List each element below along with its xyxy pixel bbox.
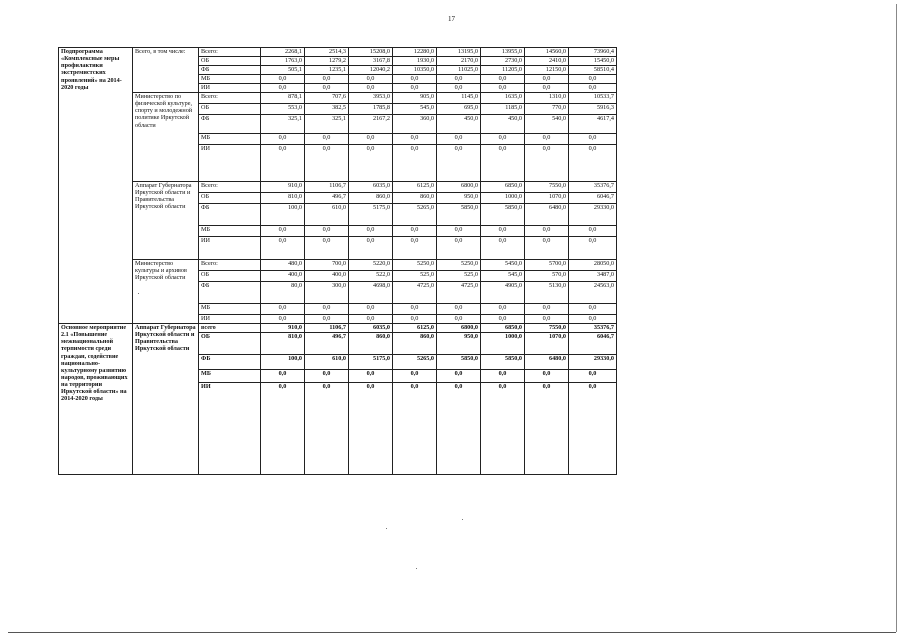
- amount-cell: 1635,0: [481, 93, 525, 104]
- amount-cell: 0,0: [349, 226, 393, 237]
- amount-cell: 610,0: [305, 355, 349, 370]
- amount-cell: 950,0: [437, 193, 481, 204]
- funding-source-cell: Всего:: [199, 260, 261, 271]
- amount-cell: 0,0: [305, 304, 349, 315]
- amount-cell: 1070,0: [525, 193, 569, 204]
- amount-cell: 73960,4: [569, 48, 617, 57]
- amount-cell: 1279,2: [305, 57, 349, 66]
- scan-speck: [462, 519, 463, 520]
- amount-cell: 5175,0: [349, 355, 393, 370]
- amount-cell: 100,0: [261, 204, 305, 226]
- amount-cell: 496,7: [305, 193, 349, 204]
- amount-cell: 35376,7: [569, 182, 617, 193]
- funding-source-cell: всего: [199, 324, 261, 333]
- amount-cell: 0,0: [481, 315, 525, 324]
- amount-cell: 24563,0: [569, 282, 617, 304]
- funding-source-cell: ОБ: [199, 104, 261, 115]
- amount-cell: 80,0: [261, 282, 305, 304]
- table-row: [59, 182, 617, 193]
- amount-cell: 700,0: [305, 260, 349, 271]
- program-name-cell: Подпрограмма «Комплексные меры профилактики экстремистских проявлений» на 2014-2020 годы: [59, 48, 133, 324]
- funding-source-cell: МБ: [199, 75, 261, 84]
- amount-cell: 0,0: [481, 370, 525, 383]
- amount-cell: 610,0: [305, 204, 349, 226]
- amount-cell: 0,0: [569, 226, 617, 237]
- amount-cell: 5700,0: [525, 260, 569, 271]
- amount-cell: 0,0: [437, 226, 481, 237]
- amount-cell: 0,0: [305, 134, 349, 145]
- amount-cell: 4617,4: [569, 115, 617, 134]
- amount-cell: 0,0: [481, 75, 525, 84]
- amount-cell: 2730,0: [481, 57, 525, 66]
- amount-cell: 4725,0: [437, 282, 481, 304]
- amount-cell: 11025,0: [437, 66, 481, 75]
- amount-cell: 1106,7: [305, 182, 349, 193]
- funding-source-cell: ИИ: [199, 383, 261, 475]
- funding-source-cell: ФБ: [199, 115, 261, 134]
- amount-cell: 0,0: [349, 145, 393, 182]
- executor-cell: Аппарат Губернатора Иркутской области и Правительства Иркутской области: [133, 324, 199, 475]
- amount-cell: 0,0: [393, 304, 437, 315]
- amount-cell: 6035,0: [349, 324, 393, 333]
- program-name-cell: Основное мероприятие 2.1 «Повышение межнациональной терпимости среди граждан, содействие национально-культурному развитию народов, проживающих на территории Иркутской области» на 2014-2020 годы: [59, 324, 133, 475]
- funding-source-cell: ИИ: [199, 84, 261, 93]
- amount-cell: 15450,0: [569, 57, 617, 66]
- funding-source-cell: ИИ: [199, 315, 261, 324]
- amount-cell: 0,0: [437, 315, 481, 324]
- amount-cell: 0,0: [261, 75, 305, 84]
- executor-cell: Всего, в том числе:: [133, 48, 199, 93]
- amount-cell: 4905,0: [481, 282, 525, 304]
- amount-cell: 570,0: [525, 271, 569, 282]
- amount-cell: 15208,0: [349, 48, 393, 57]
- funding-source-cell: ФБ: [199, 355, 261, 370]
- amount-cell: 2170,0: [437, 57, 481, 66]
- amount-cell: 0,0: [525, 304, 569, 315]
- amount-cell: 905,0: [393, 93, 437, 104]
- amount-cell: 1106,7: [305, 324, 349, 333]
- amount-cell: 1185,0: [481, 104, 525, 115]
- scan-speck: [416, 568, 417, 569]
- amount-cell: 0,0: [569, 237, 617, 260]
- amount-cell: 0,0: [525, 145, 569, 182]
- amount-cell: 0,0: [525, 237, 569, 260]
- funding-source-cell: МБ: [199, 304, 261, 315]
- amount-cell: 13955,0: [481, 48, 525, 57]
- amount-cell: 0,0: [481, 145, 525, 182]
- amount-cell: 0,0: [349, 383, 393, 475]
- amount-cell: 325,1: [261, 115, 305, 134]
- amount-cell: 13195,0: [437, 48, 481, 57]
- amount-cell: 11205,0: [481, 66, 525, 75]
- amount-cell: 0,0: [261, 370, 305, 383]
- amount-cell: 0,0: [393, 315, 437, 324]
- amount-cell: 770,0: [525, 104, 569, 115]
- amount-cell: 5450,0: [481, 260, 525, 271]
- amount-cell: 12150,0: [525, 66, 569, 75]
- table-row: [59, 324, 617, 333]
- amount-cell: 0,0: [349, 237, 393, 260]
- amount-cell: 6125,0: [393, 324, 437, 333]
- executor-cell: Аппарат Губернатора Иркутской области и Правительства Иркутской области: [133, 182, 199, 260]
- amount-cell: 525,0: [393, 271, 437, 282]
- amount-cell: 0,0: [569, 315, 617, 324]
- amount-cell: 0,0: [305, 370, 349, 383]
- amount-cell: 0,0: [305, 226, 349, 237]
- amount-cell: 1000,0: [481, 333, 525, 355]
- executor-cell: Министерство культуры и архивов Иркутской области: [133, 260, 199, 324]
- amount-cell: 0,0: [525, 134, 569, 145]
- funding-source-cell: ИИ: [199, 237, 261, 260]
- amount-cell: 0,0: [393, 134, 437, 145]
- amount-cell: 12280,0: [393, 48, 437, 57]
- amount-cell: 0,0: [481, 134, 525, 145]
- amount-cell: 400,0: [261, 271, 305, 282]
- amount-cell: 0,0: [261, 226, 305, 237]
- table-row: [59, 260, 617, 271]
- amount-cell: 0,0: [261, 237, 305, 260]
- amount-cell: 0,0: [569, 75, 617, 84]
- amount-cell: 400,0: [305, 271, 349, 282]
- amount-cell: 810,0: [261, 193, 305, 204]
- amount-cell: 7550,0: [525, 182, 569, 193]
- amount-cell: 0,0: [261, 134, 305, 145]
- amount-cell: 6800,0: [437, 182, 481, 193]
- scan-speck: [138, 293, 139, 294]
- amount-cell: 0,0: [437, 304, 481, 315]
- funding-source-cell: МБ: [199, 134, 261, 145]
- amount-cell: 910,0: [261, 324, 305, 333]
- amount-cell: 950,0: [437, 333, 481, 355]
- amount-cell: 58510,4: [569, 66, 617, 75]
- amount-cell: 5265,0: [393, 355, 437, 370]
- amount-cell: 12040,2: [349, 66, 393, 75]
- amount-cell: 450,0: [437, 115, 481, 134]
- amount-cell: 860,0: [349, 333, 393, 355]
- amount-cell: 5850,0: [481, 204, 525, 226]
- amount-cell: 0,0: [305, 237, 349, 260]
- amount-cell: 540,0: [525, 115, 569, 134]
- funding-source-cell: Всего:: [199, 182, 261, 193]
- amount-cell: 545,0: [393, 104, 437, 115]
- amount-cell: 0,0: [437, 383, 481, 475]
- amount-cell: 0,0: [349, 315, 393, 324]
- amount-cell: 6035,0: [349, 182, 393, 193]
- funding-source-cell: ФБ: [199, 204, 261, 226]
- funding-source-cell: ФБ: [199, 282, 261, 304]
- amount-cell: 0,0: [569, 134, 617, 145]
- amount-cell: 0,0: [525, 383, 569, 475]
- executor-cell: Министерство по физической культуре, спорту и молодежной политике Иркутской области: [133, 93, 199, 182]
- amount-cell: 545,0: [481, 271, 525, 282]
- amount-cell: 0,0: [481, 84, 525, 93]
- amount-cell: 28050,0: [569, 260, 617, 271]
- scan-speck: [386, 528, 387, 529]
- amount-cell: 860,0: [393, 333, 437, 355]
- funding-source-cell: ОБ: [199, 193, 261, 204]
- amount-cell: 100,0: [261, 355, 305, 370]
- amount-cell: 0,0: [261, 304, 305, 315]
- amount-cell: 382,5: [305, 104, 349, 115]
- amount-cell: 0,0: [305, 145, 349, 182]
- amount-cell: 553,0: [261, 104, 305, 115]
- amount-cell: 1000,0: [481, 193, 525, 204]
- amount-cell: 0,0: [525, 84, 569, 93]
- amount-cell: 910,0: [261, 182, 305, 193]
- amount-cell: 695,0: [437, 104, 481, 115]
- amount-cell: 3487,0: [569, 271, 617, 282]
- amount-cell: 0,0: [393, 84, 437, 93]
- amount-cell: 0,0: [569, 84, 617, 93]
- amount-cell: 0,0: [437, 370, 481, 383]
- amount-cell: 29330,0: [569, 355, 617, 370]
- amount-cell: 878,1: [261, 93, 305, 104]
- amount-cell: 6125,0: [393, 182, 437, 193]
- amount-cell: 0,0: [261, 145, 305, 182]
- amount-cell: 5850,0: [481, 355, 525, 370]
- table-row: [59, 48, 617, 57]
- amount-cell: 6480,0: [525, 204, 569, 226]
- funding-source-cell: ФБ: [199, 66, 261, 75]
- amount-cell: 0,0: [393, 383, 437, 475]
- amount-cell: 6480,0: [525, 355, 569, 370]
- amount-cell: 522,0: [349, 271, 393, 282]
- amount-cell: 6800,0: [437, 324, 481, 333]
- amount-cell: 1310,0: [525, 93, 569, 104]
- amount-cell: 0,0: [393, 75, 437, 84]
- amount-cell: 0,0: [305, 75, 349, 84]
- amount-cell: 0,0: [569, 145, 617, 182]
- page-bottom-edge: [8, 632, 896, 633]
- funding-source-cell: ОБ: [199, 333, 261, 355]
- amount-cell: 0,0: [569, 383, 617, 475]
- amount-cell: 0,0: [349, 304, 393, 315]
- amount-cell: 0,0: [393, 370, 437, 383]
- amount-cell: 10350,0: [393, 66, 437, 75]
- amount-cell: 0,0: [525, 315, 569, 324]
- amount-cell: 3953,0: [349, 93, 393, 104]
- amount-cell: 0,0: [481, 226, 525, 237]
- amount-cell: 0,0: [393, 145, 437, 182]
- amount-cell: 0,0: [349, 84, 393, 93]
- funding-source-cell: ОБ: [199, 57, 261, 66]
- amount-cell: 1145,0: [437, 93, 481, 104]
- amount-cell: 0,0: [481, 237, 525, 260]
- amount-cell: 0,0: [481, 383, 525, 475]
- amount-cell: 0,0: [393, 226, 437, 237]
- amount-cell: 2514,3: [305, 48, 349, 57]
- amount-cell: 300,0: [305, 282, 349, 304]
- amount-cell: 0,0: [305, 315, 349, 324]
- funding-source-cell: ОБ: [199, 271, 261, 282]
- amount-cell: 0,0: [305, 383, 349, 475]
- amount-cell: 525,0: [437, 271, 481, 282]
- amount-cell: 5265,0: [393, 204, 437, 226]
- amount-cell: 5250,0: [437, 260, 481, 271]
- amount-cell: 450,0: [481, 115, 525, 134]
- amount-cell: 707,6: [305, 93, 349, 104]
- amount-cell: 6850,0: [481, 324, 525, 333]
- amount-cell: 1235,1: [305, 66, 349, 75]
- funding-source-cell: Всего:: [199, 48, 261, 57]
- amount-cell: 0,0: [525, 370, 569, 383]
- amount-cell: 14560,0: [525, 48, 569, 57]
- amount-cell: 496,7: [305, 333, 349, 355]
- amount-cell: 1930,0: [393, 57, 437, 66]
- funding-source-cell: МБ: [199, 370, 261, 383]
- amount-cell: 860,0: [349, 193, 393, 204]
- amount-cell: 29330,0: [569, 204, 617, 226]
- amount-cell: 360,0: [393, 115, 437, 134]
- amount-cell: 4698,0: [349, 282, 393, 304]
- amount-cell: 4725,0: [393, 282, 437, 304]
- page-right-edge: [896, 4, 897, 632]
- amount-cell: 0,0: [437, 75, 481, 84]
- amount-cell: 5130,0: [525, 282, 569, 304]
- amount-cell: 0,0: [261, 383, 305, 475]
- amount-cell: 0,0: [349, 370, 393, 383]
- amount-cell: 2410,0: [525, 57, 569, 66]
- amount-cell: 0,0: [261, 315, 305, 324]
- amount-cell: 3167,8: [349, 57, 393, 66]
- amount-cell: 0,0: [437, 84, 481, 93]
- amount-cell: 0,0: [525, 75, 569, 84]
- amount-cell: 7550,0: [525, 324, 569, 333]
- amount-cell: 0,0: [437, 237, 481, 260]
- amount-cell: 5175,0: [349, 204, 393, 226]
- amount-cell: 6046,7: [569, 193, 617, 204]
- amount-cell: 325,1: [305, 115, 349, 134]
- amount-cell: 35376,7: [569, 324, 617, 333]
- amount-cell: 5916,3: [569, 104, 617, 115]
- funding-source-cell: Всего:: [199, 93, 261, 104]
- amount-cell: 6046,7: [569, 333, 617, 355]
- amount-cell: 0,0: [349, 134, 393, 145]
- amount-cell: 1785,8: [349, 104, 393, 115]
- amount-cell: 5850,0: [437, 355, 481, 370]
- amount-cell: 2268,1: [261, 48, 305, 57]
- amount-cell: 0,0: [349, 75, 393, 84]
- page-number: 17: [448, 15, 455, 23]
- amount-cell: 0,0: [569, 304, 617, 315]
- amount-cell: 5250,0: [393, 260, 437, 271]
- amount-cell: 0,0: [305, 84, 349, 93]
- amount-cell: 10533,7: [569, 93, 617, 104]
- amount-cell: 810,0: [261, 333, 305, 355]
- amount-cell: 6850,0: [481, 182, 525, 193]
- table-row: [59, 93, 617, 104]
- amount-cell: 0,0: [481, 304, 525, 315]
- amount-cell: 0,0: [525, 226, 569, 237]
- amount-cell: 0,0: [437, 134, 481, 145]
- funding-source-cell: МБ: [199, 226, 261, 237]
- amount-cell: 5220,0: [349, 260, 393, 271]
- amount-cell: 480,0: [261, 260, 305, 271]
- amount-cell: 2167,2: [349, 115, 393, 134]
- amount-cell: 1763,0: [261, 57, 305, 66]
- amount-cell: 0,0: [261, 84, 305, 93]
- amount-cell: 0,0: [437, 145, 481, 182]
- amount-cell: 860,0: [393, 193, 437, 204]
- funding-source-cell: ИИ: [199, 145, 261, 182]
- amount-cell: 5850,0: [437, 204, 481, 226]
- amount-cell: 505,1: [261, 66, 305, 75]
- amount-cell: 0,0: [393, 237, 437, 260]
- amount-cell: 0,0: [569, 370, 617, 383]
- budget-table: [58, 47, 617, 475]
- amount-cell: 1070,0: [525, 333, 569, 355]
